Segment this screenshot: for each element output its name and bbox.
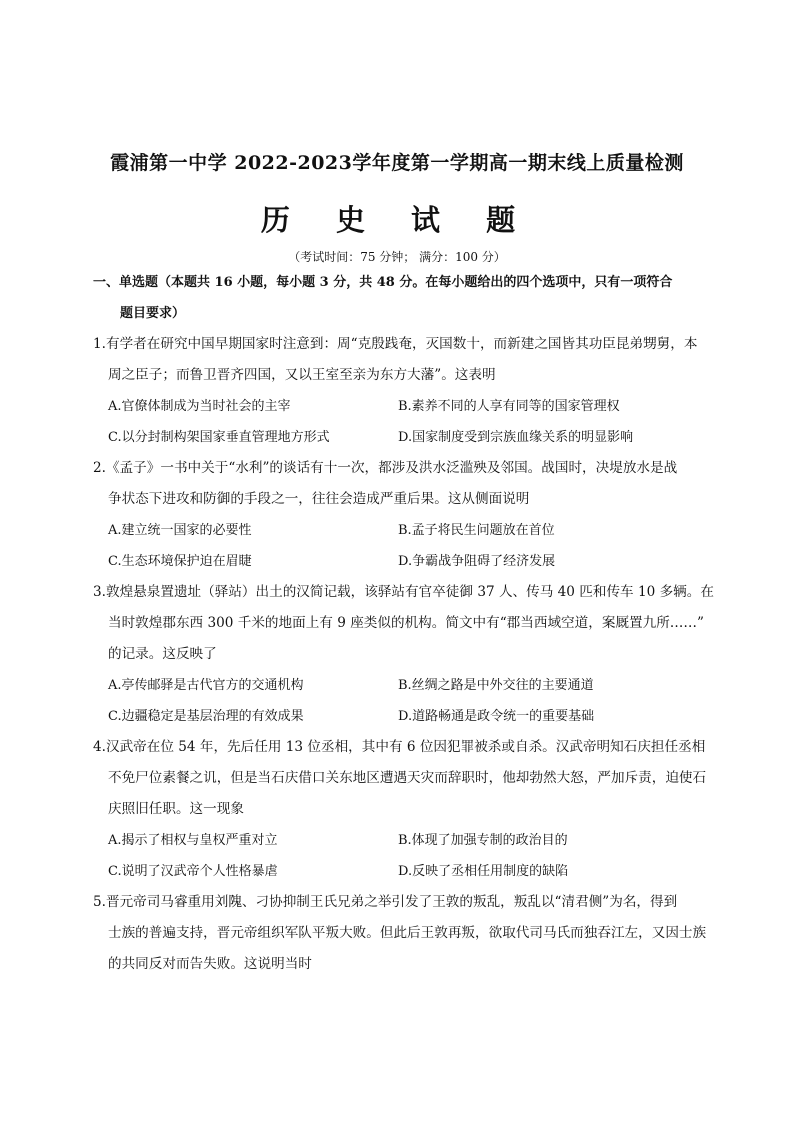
option-row	[93, 856, 705, 887]
answer-option: B.孟子将民生问题放在首位	[398, 523, 555, 538]
option-row	[93, 701, 705, 732]
question-list	[93, 329, 714, 980]
subject-title: 历 史 试 题	[260, 203, 534, 237]
question-stem-continuation: 士族的普遍支持，晋元帝组织军队平叛大败。但此后王敦再叛，欲取代司马氏而独吞江左，又因士族	[108, 925, 707, 941]
answer-option: A.揭示了相权与皇权严重对立	[108, 833, 278, 848]
answer-option: D.国家制度受到宗族血缘关系的明显影响	[398, 430, 634, 445]
question-stem: 4.汉武帝在位 54 年，先后任用 13 位丞相，其中有 6 位因犯罪被杀或自杀。汉武帝明知石庆担任丞相	[93, 739, 706, 755]
answer-option: D.争霸战争阻碍了经济发展	[398, 554, 556, 569]
answer-option: C.以分封制构架国家垂直管理地方形式	[108, 430, 330, 445]
question-stem: 1.有学者在研究中国早期国家时注意到：周“克殷践奄，灭国数十，而新建之国皆其功臣昆弟甥舅，本	[93, 336, 698, 352]
answer-option: C.说明了汉武帝个人性格暴虐	[108, 864, 278, 879]
question-item	[93, 453, 705, 577]
option-row	[93, 422, 705, 453]
answer-option: C.生态环境保护迫在眉睫	[108, 554, 252, 569]
answer-option: B.体现了加强专制的政治目的	[398, 833, 568, 848]
section-heading	[93, 267, 705, 329]
answer-option: A.建立统一国家的必要性	[108, 523, 252, 538]
answer-option: D.道路畅通是政令统一的重要基础	[398, 709, 595, 724]
answer-option: B.素养不同的人享有同等的国家管理权	[398, 399, 620, 414]
question-stem-continuation: 不免尸位素餐之讥，但是当石庆借口关东地区遭遇天灾而辞职时，他却勃然大怒，严加斥责，迫使石	[108, 770, 707, 786]
answer-option: A.官僚体制成为当时社会的主宰	[108, 399, 291, 414]
option-row	[93, 825, 705, 856]
question-stem-continuation: 当时敦煌郡东西 300 千米的地面上有 9 座类似的机构。简文中有“郡当西域空道，案厩置九所……”	[108, 615, 704, 631]
option-row	[93, 546, 705, 577]
answer-option: D.反映了丞相任用制度的缺陷	[398, 864, 569, 879]
question-item	[93, 577, 714, 732]
answer-option: A.亭传邮驿是古代官方的交通机构	[108, 678, 304, 693]
option-row	[93, 670, 705, 701]
question-stem: 5.晋元帝司马睿重用刘隗、刁协抑制王氏兄弟之举引发了王敦的叛乱，叛乱以“清君侧”为名，得到	[93, 894, 678, 910]
question-stem-continuation: 的记录。这反映了	[108, 646, 217, 662]
question-item	[93, 329, 705, 453]
school-exam-title: 霞浦第一中学 2022-2023学年度第一学期高一期末线上质量检测	[110, 152, 684, 174]
question-item	[93, 887, 705, 980]
question-stem: 2.《孟子》一书中关于“水利”的谈话有十一次，都涉及洪水泛滥殃及邻国。战国时，决堤放水是战	[93, 460, 678, 476]
question-stem: 3.敦煌悬泉置遗址（驿站）出土的汉简记载，该驿站有官卒徒御 37 人、传马 40 匹和传车 10 多辆。在	[93, 584, 714, 600]
exam-time-score-info: （考试时间：75 分钟； 满分：100 分）	[288, 250, 506, 264]
question-stem-continuation: 的共同反对而告失败。这说明当时	[108, 956, 312, 972]
question-item	[93, 732, 705, 887]
option-row	[93, 515, 705, 546]
question-stem-continuation: 争状态下进攻和防御的手段之一，往往会造成严重后果。这从侧面说明	[108, 491, 530, 507]
question-stem-continuation: 庆照旧任职。这一现象	[108, 801, 244, 817]
section-heading-line: 题目要求）	[120, 306, 186, 321]
question-stem-continuation: 周之臣子；而鲁卫晋齐四国，又以王室至亲为东方大藩”。这表明	[108, 367, 496, 383]
answer-option: C.边疆稳定是基层治理的有效成果	[108, 709, 304, 724]
option-row	[93, 391, 705, 422]
section-heading-line: 一、单选题（本题共 16 小题，每小题 3 分，共 48 分。在每小题给出的四个选项中，只有一项符合	[93, 275, 673, 290]
answer-option: B.丝绸之路是中外交往的主要通道	[398, 678, 594, 693]
